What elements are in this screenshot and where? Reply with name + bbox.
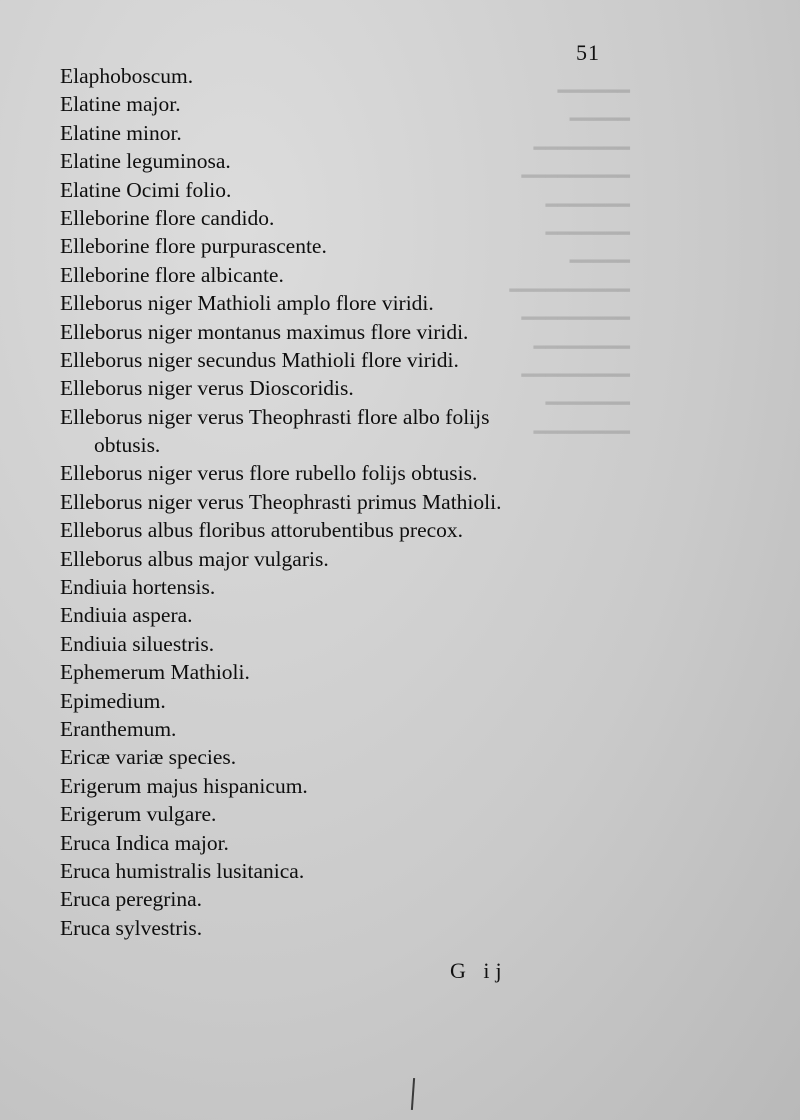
list-item: Elleborine flore candido. [60, 205, 275, 230]
list-item: Elleborus niger montanus maximus flore viridi. [60, 319, 469, 344]
list-item: Elaphoboscum. [60, 64, 194, 88]
list-item: Eranthemum. [60, 716, 177, 741]
list-item: Elatine major. [60, 92, 181, 117]
list-item: Elatine leguminosa. [60, 149, 231, 174]
list-item: Eruca peregrina. [60, 887, 203, 912]
list-item: Elleborus niger verus Theophrasti primus Mathioli. [60, 489, 502, 514]
list-item: Elleborine flore albicante. [60, 262, 284, 287]
plant-name-list [60, 62, 660, 942]
list-item: Elleborus niger Mathioli amplo flore viridi. [60, 291, 434, 316]
list-item: Eruca humistralis lusitanica. [60, 858, 305, 883]
page-number: 51 [576, 40, 600, 65]
list-item: Elleborus albus major vulgaris. [60, 546, 329, 571]
list-item: Ericæ variæ species. [60, 745, 237, 770]
list-item: Elleborus niger verus Theophrasti flore albo folijs [60, 404, 490, 429]
list-item: Erigerum vulgare. [60, 802, 217, 827]
show-through-text: ━━━━━━ ━━━━━ ━━━━━━━━ ━━━━━━━━━ ━━━━━━━ ━━━━━━━ ━━━━━ ━━━━━━━━━━ ━━━━━━━━━ ━━━━━━━━ ━━━━━━━━━ ━━━━━━━ ━━━━━━━━ [509, 81, 630, 444]
list-item: Ephemerum Mathioli. [60, 660, 250, 685]
list-item: Elleborus niger verus Dioscoridis. [60, 376, 354, 401]
list-item: Endiuia hortensis. [60, 575, 216, 600]
list-item: Elleborus albus floribus attorubentibus precox. [60, 518, 464, 543]
signature-mark: G ij [450, 958, 508, 983]
list-item: Eruca sylvestris. [60, 915, 203, 940]
list-item: Eruca Indica major. [60, 830, 229, 855]
list-item: Elleborine flore purpurascente. [60, 234, 327, 259]
list-item: Elleborus niger secundus Mathioli flore viridi. [60, 347, 459, 372]
list-item: Elleborus niger verus flore rubello folijs obtusis. [60, 461, 478, 486]
list-item: Endiuia siluestris. [60, 631, 215, 656]
ink-mark [411, 1078, 415, 1110]
list-item: Endiuia aspera. [60, 603, 193, 628]
list-item-continuation: obtusis. [94, 433, 161, 458]
list-item: Elatine Ocimi folio. [60, 177, 232, 202]
list-item: Epimedium. [60, 688, 166, 713]
list-item: Elatine minor. [60, 120, 182, 145]
list-item: Erigerum majus hispanicum. [60, 773, 308, 798]
